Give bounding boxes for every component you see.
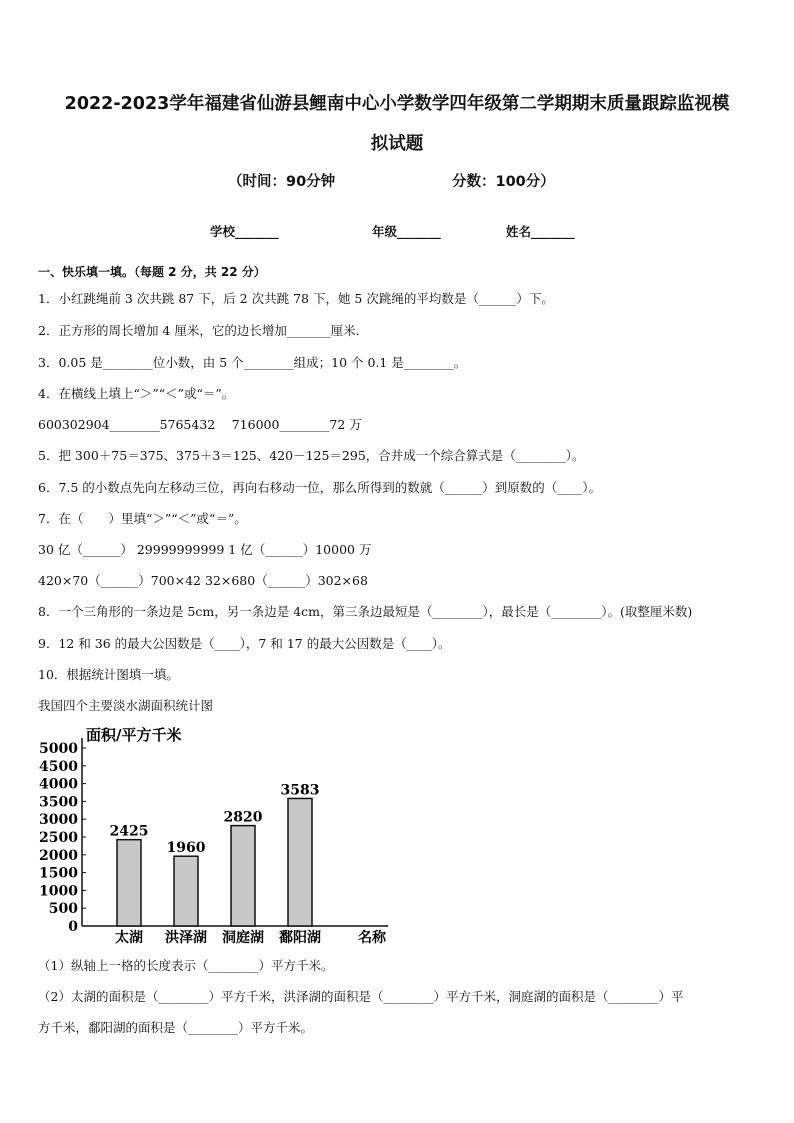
question-3: 3．0.05 是________位小数，由 5 个________组成；10 个 0.1 是________。 [38,355,467,370]
grade-field[interactable]: 年级_______ [372,224,441,239]
y-tick-label: 5000 [39,741,78,757]
section-heading: 一、快乐填一填。（每题 2 分，共 22 分） [38,265,266,279]
y-tick-label: 0 [68,919,78,935]
exam-time: （时间：90分钟 [228,174,336,190]
bar-value-label: 2820 [223,809,263,826]
question-1: 1．小红跳绳前 3 次共跳 87 下，后 2 次共跳 78 下，她 5 次跳绳的平均数是（______）下。 [38,291,554,306]
question-6: 6．7.5 的小数点先向左移动三位，再向右移动一位，那么所得到的数就（______）到原数的（____）。 [38,480,602,495]
question-7-row-1: 30 亿（______） 29999999999 1 亿（______）10000 万 [38,542,372,557]
chart-caption: 我国四个主要淡水湖面积统计图 [38,698,214,713]
y-axis-label: 面积/平方千米 [86,726,182,744]
bar-4 [288,798,312,926]
y-tick-label: 1000 [39,883,78,900]
y-tick-label: 4500 [39,758,78,775]
bar-value-label: 1960 [166,840,206,857]
x-axis-label: 名称 [358,930,386,946]
category-label: 太湖 [115,930,143,946]
y-tick-label: 3000 [39,812,78,829]
category-label: 鄱阳湖 [279,930,321,946]
y-tick-label: 2500 [39,830,78,846]
sub-question-2-line-1: （2）太湖的面积是（________）平方千米，洪泽湖的面积是（________）平方千米，洞庭湖的面积是（________）平 [38,989,684,1004]
lake-area-bar-chart [38,718,398,950]
y-tick-label: 1500 [39,865,78,882]
name-field[interactable]: 姓名_______ [506,224,575,239]
bar-2 [174,856,198,926]
question-2: 2．正方形的周长增加 4 厘米，它的边长增加_______厘米． [38,323,369,338]
title-line-2: 拟试题 [370,134,424,154]
question-5: 5．把 300＋75＝375、375＋3＝125、420－125＝295，合并成一个综合算式是（________）。 [38,448,585,463]
title-line-1: 2022-2023学年福建省仙游县鲤南中心小学数学四年级第二学期期末质量跟踪监视模 [64,94,730,114]
page-title [30,84,764,164]
question-7: 7．在（ ）里填“＞”“＜”或“＝”。 [38,511,247,526]
school-field[interactable]: 学校_______ [210,224,279,239]
bar-value-label: 3583 [280,782,320,799]
question-4-items: 600302904________5765432 716000________72 万 [38,417,362,432]
y-tick-label: 2000 [39,847,78,864]
sub-question-2-line-2: 方千米，鄱阳湖的面积是（________）平方千米。 [38,1020,314,1035]
y-tick-label: 4000 [39,776,78,793]
bar-3 [231,826,255,926]
category-label: 洪泽湖 [165,930,207,946]
sub-question-1: （1）纵轴上一格的长度表示（________）平方千米。 [38,958,334,973]
y-tick-label: 500 [48,901,78,918]
question-8: 8．一个三角形的一条边是 5cm，另一条边是 4cm，第三条边最短是（________），最长是（________）。(取整厘米数) [38,604,693,619]
question-10: 10．根据统计图填一填。 [38,667,179,682]
y-tick-label: 3500 [39,794,78,811]
exam-score: 分数：100分） [452,174,555,190]
question-9: 9．12 和 36 的最大公因数是（____），7 和 17 的最大公因数是（____）。 [38,636,451,651]
question-7-row-2: 420×70（______）700×42 32×680（______）302×68 [38,573,368,588]
bar-1 [117,840,141,926]
question-4: 4．在横线上填上“＞”“＜”或“＝”。 [38,386,235,401]
category-label: 洞庭湖 [222,930,264,946]
bar-value-label: 2425 [109,823,149,840]
